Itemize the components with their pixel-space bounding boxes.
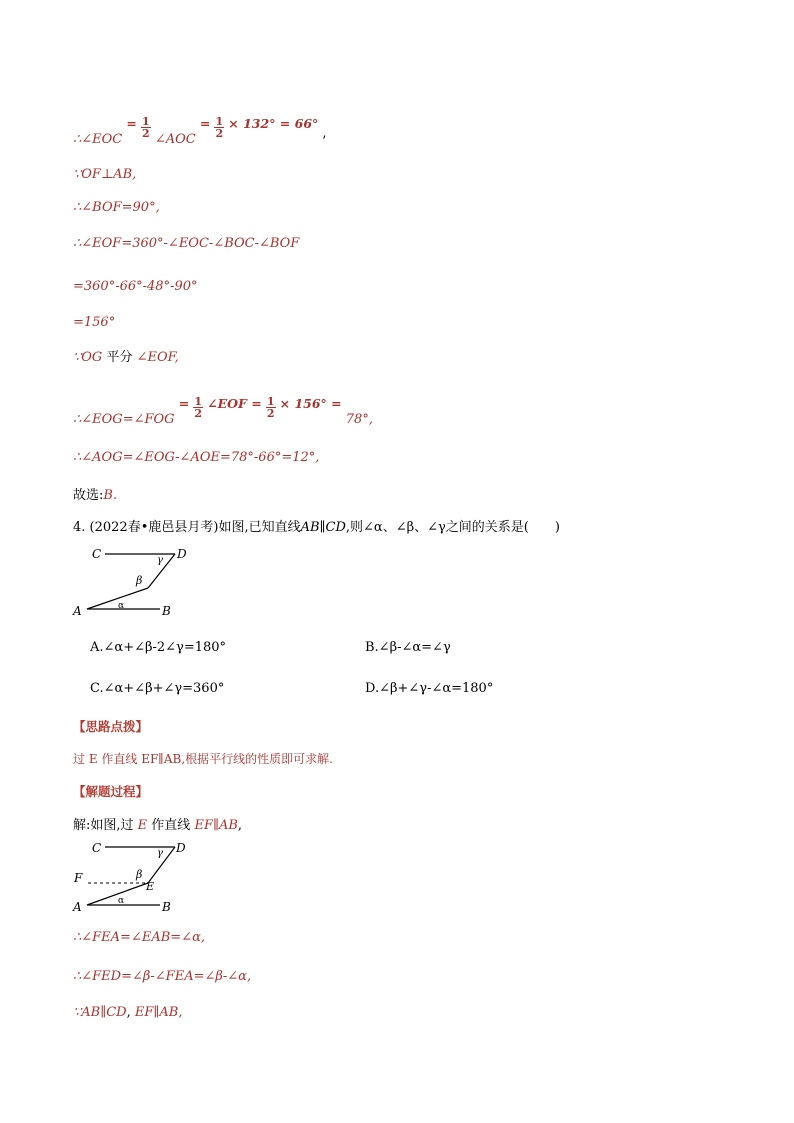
label-beta: β: [136, 868, 143, 881]
bisect-text: 平分: [106, 350, 133, 365]
step-eoc-comma: ,: [322, 126, 327, 141]
question-text: (2022春•鹿邑县月考)如图,已知直线: [89, 520, 301, 535]
fraction-den: 2: [215, 127, 224, 140]
fraction-num: 1: [266, 395, 275, 408]
tail-comma: ,: [126, 1005, 131, 1020]
eof-label: ∠EOF,: [136, 350, 179, 365]
solution-intro: [73, 814, 242, 833]
step-eog-eq: =: [178, 396, 190, 411]
label-f: F: [74, 871, 83, 885]
intro-c: ,: [237, 818, 243, 833]
fraction-num: 1: [194, 395, 202, 408]
tail-step-2: ∴∠FED=∠β-∠FEA=∠β-∠α,: [73, 969, 252, 984]
step-eog-formula-a: ∠EOF =: [207, 396, 262, 411]
label-alpha: α: [118, 896, 125, 906]
fraction-den: 2: [266, 407, 275, 420]
fraction-den: 2: [194, 407, 202, 420]
step-eoc-eq: =: [126, 116, 137, 131]
step-answer: [73, 484, 117, 503]
step-eoc-eq2: =: [199, 116, 211, 131]
tail-step-3: [73, 1005, 182, 1020]
step-eog-formula-b: × 156° =: [279, 396, 342, 411]
fraction-num: 1: [142, 115, 150, 128]
answer-prefix: 故选:: [73, 488, 104, 503]
label-c: C: [92, 547, 102, 561]
step-eoc-formula: × 132° = 66°: [228, 116, 319, 131]
figure-2: [70, 838, 200, 918]
step-eof-result: =156°: [73, 315, 116, 330]
intro-b: 作直线: [151, 818, 191, 833]
step-eof: ∴∠EOF=360°-∠EOC-∠BOC-∠BOF: [73, 236, 300, 251]
intro-ef: EF∥AB: [194, 818, 238, 833]
label-e: E: [146, 880, 155, 893]
hint-text: 过 E 作直线 EF∥AB,根据平行线的性质即可求解.: [73, 752, 333, 766]
step-bof: ∴∠BOF=90°,: [73, 200, 160, 215]
fraction-half: [141, 116, 151, 139]
step-eog-prefix: ∴∠EOG=∠FOG: [73, 412, 175, 427]
label-b: B: [162, 604, 171, 618]
question-number: 4.: [73, 520, 86, 535]
fraction-half-4: [266, 396, 276, 419]
answer-value: B.: [103, 488, 118, 503]
question-4: [73, 516, 560, 535]
label-d: D: [176, 841, 186, 855]
og-label: ∵OG: [73, 350, 103, 365]
label-gamma: γ: [157, 555, 163, 566]
question-parallel: AB∥CD: [300, 520, 346, 535]
step-eof-calc: =360°-66°-48°-90°: [73, 279, 198, 294]
fraction-half-3: [193, 396, 203, 419]
step-og-bisect: [73, 346, 179, 365]
label-b: B: [162, 900, 171, 914]
step-of-perp: ∵OF⊥AB,: [73, 167, 137, 182]
tail-step-1: ∴∠FEA=∠EAB=∠α,: [73, 930, 205, 945]
fraction-num: 1: [215, 115, 224, 128]
label-a: A: [73, 604, 82, 618]
label-a: A: [73, 900, 82, 914]
fraction-den: 2: [142, 127, 150, 140]
label-c: C: [92, 841, 102, 855]
tail-ef-ab: EF∥AB,: [134, 1005, 183, 1020]
label-d: D: [177, 547, 187, 561]
intro-e: E: [137, 818, 148, 833]
label-gamma: γ: [157, 848, 163, 859]
option-c[interactable]: C.∠α+∠β+∠γ=360°: [90, 681, 225, 696]
option-a[interactable]: A.∠α+∠β-2∠γ=180°: [90, 640, 227, 655]
fraction-half-2: [214, 116, 224, 139]
step-eoc-prefix: ∴∠EOC: [73, 132, 123, 147]
tail-ab-cd: ∵AB∥CD: [73, 1005, 127, 1020]
step-eog-result: 78°,: [345, 412, 373, 427]
intro-a: 解:如图,过: [73, 818, 134, 833]
label-beta: β: [136, 574, 143, 587]
step-eoc-aoc: ∠AOC: [154, 132, 196, 147]
option-b[interactable]: B.∠β-∠α=∠γ: [365, 640, 451, 655]
step-eoc: [73, 115, 327, 147]
figure-1: [70, 543, 200, 621]
label-alpha: α: [118, 601, 125, 611]
hint-title: 【思路点拨】: [73, 719, 149, 734]
option-d[interactable]: D.∠β+∠γ-∠α=180°: [365, 681, 494, 696]
solution-title: 【解题过程】: [73, 784, 149, 799]
question-text-2: ,则∠α、∠β、∠γ之间的关系是( ): [345, 520, 560, 535]
step-eog: [73, 395, 373, 427]
step-aog: ∴∠AOG=∠EOG-∠AOE=78°-66°=12°,: [73, 450, 320, 465]
